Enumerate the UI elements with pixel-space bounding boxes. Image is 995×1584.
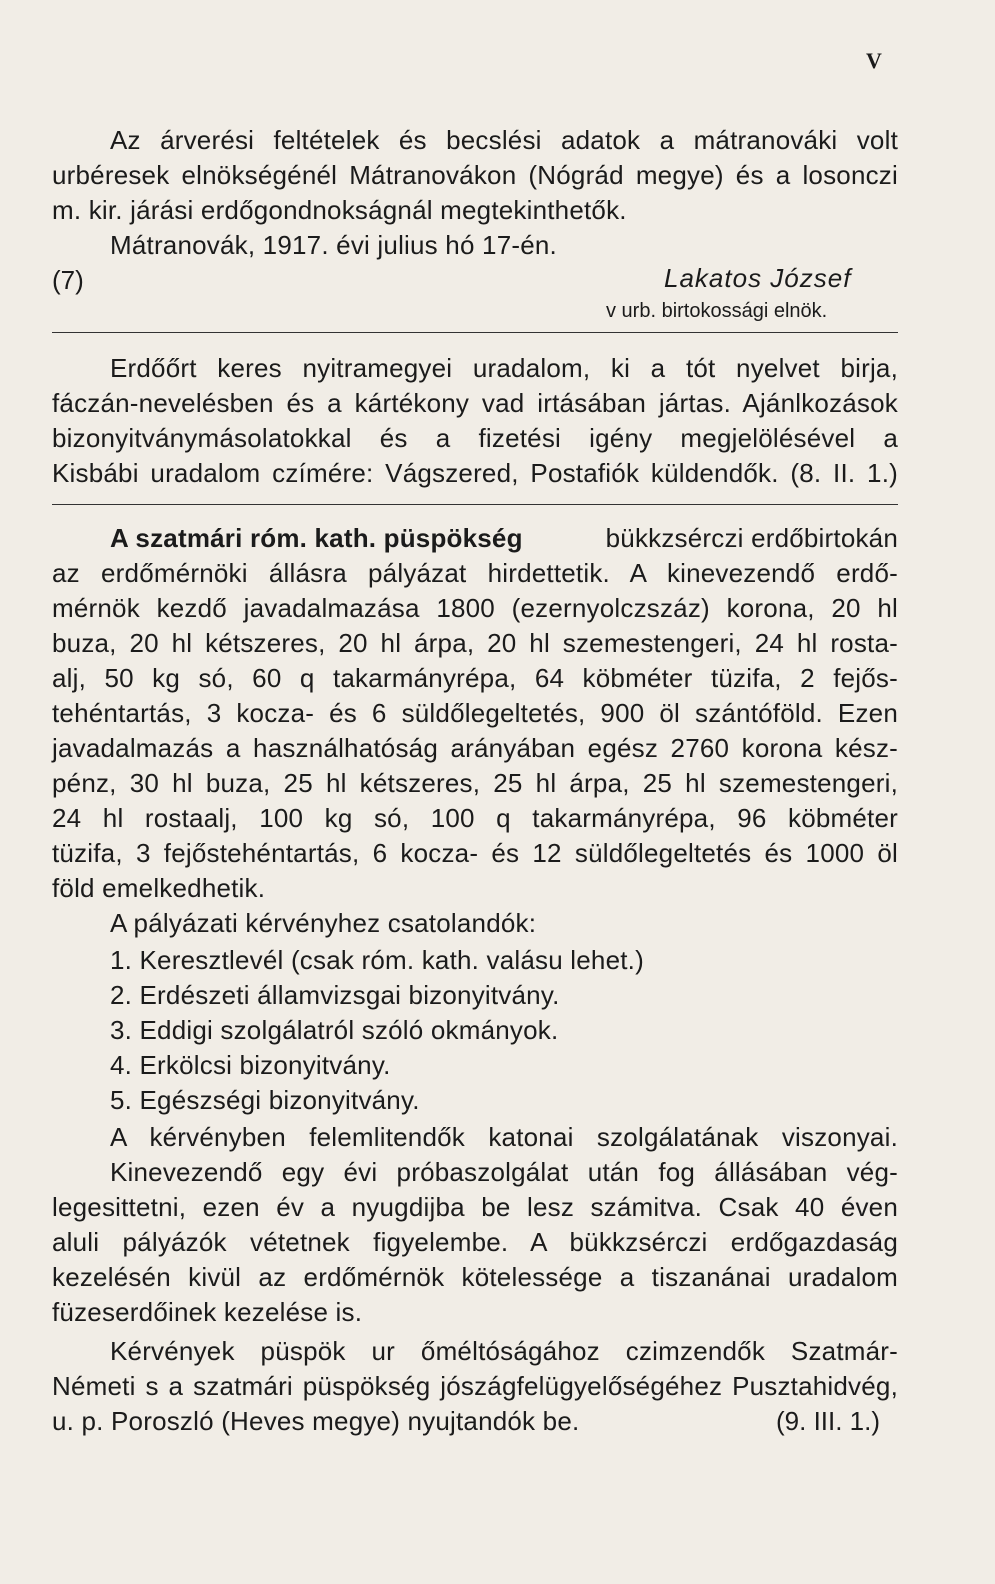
notice3-line-15: aluli pályázók vétetnek figyelembe. A bükkzsérczi erdőgazdaság [52,1227,898,1257]
notice3-lead-rest: bükkzsérczi erdőbirtokán [605,523,898,553]
notice3-line-7: javadalmazás a használhatóság arányában egész 2760 korona kész- [52,733,898,763]
notice2-line-3: bizonyitványmásolatokkal és a fizetési igény megjelölésével a [52,423,898,453]
attachment-item-2: 2. Erdészeti államvizsgai bizonyitvány. [110,980,560,1010]
notice3-lead: A szatmári róm. kath. püspökség [110,523,523,553]
notice3-line-17: füzeserdőinek kezelése is. [52,1297,363,1327]
notice3-line-9: 24 hl rostaalj, 100 kg só, 100 q takarmányrépa, 96 köbméter [52,803,898,833]
attachment-item-5: 5. Egészségi bizonyitvány. [110,1085,420,1115]
notice3-line-16: kezelésén kivül az erdőmérnök kötelessége a tiszanánai uradalom [52,1262,898,1292]
divider-2 [52,504,898,505]
notice3-line-11: föld emelkedhetik. [52,873,266,903]
notice3-line-20: u. p. Poroszló (Heves megye) nyujtandók be. [52,1406,580,1436]
notice1-signer-title: v urb. birtokossági elnök. [606,300,828,322]
notice1-line-3: m. kir. járási erdőgondnokságnál megtekinthetők. [52,195,627,225]
notice3-line-14: legesittetni, ezen év a nyugdijba be lesz számitva. Csak 40 éven [52,1192,898,1222]
notice1-ref: (7) [52,265,84,295]
notice1-line-4: Mátranovák, 1917. évi julius hó 17-én. [110,230,557,260]
notice3-line-8: pénz, 30 hl buza, 25 hl kétszeres, 25 hl árpa, 25 hl szemestengeri, [52,768,898,798]
notice3-line-13: Kinevezendő egy évi próbaszolgálat után fog állásában vég- [110,1157,898,1187]
notice3-line-6: tehéntartás, 3 kocza- és 6 süldőlegeltetés, 900 öl szántóföld. Ezen [52,698,898,728]
notice3-line-5: alj, 50 kg só, 60 q takarmányrépa, 64 köbméter tüzifa, 2 fejős- [52,663,898,693]
notice3-ref: (9. III. 1.) [776,1406,881,1436]
notice1-signer: Lakatos József [664,263,852,293]
attachment-item-4: 4. Erkölcsi bizonyitvány. [110,1050,391,1080]
notice3-line-12: A kérvényben felemlitendők katonai szolgálatának viszonyai. [110,1122,898,1152]
notice3-line-4: buza, 20 hl kétszeres, 20 hl árpa, 20 hl szemestengeri, 24 hl rosta- [52,628,898,658]
notice3-line-2: az erdőmérnöki állásra pályázat hirdettetik. A kinevezendő erdő- [52,558,898,588]
notice2-line-4: Kisbábi uradalom czímére: Vágszered, Postafiók küldendők. (8. II. 1.) [52,458,898,488]
notice1-line-1: Az árverési feltételek és becslési adatok a mátranováki volt [110,125,898,155]
attachment-item-1: 1. Keresztlevél (csak róm. kath. valásu lehet.) [110,945,644,975]
notice2-line-1: Erdőőrt keres nyitramegyei uradalom, ki a tót nyelvet birja, [110,353,898,383]
notice1-line-2: urbéresek elnökségénél Mátranovákon (Nógrád megye) és a losonczi [52,160,898,190]
notice3-attach-intro: A pályázati kérvényhez csatolandók: [110,908,537,938]
notice3-line-3: mérnök kezdő javadalmazása 1800 (ezernyolczszáz) korona, 20 hl [52,593,898,623]
notice3-line-10: tüzifa, 3 fejőstehéntartás, 6 kocza- és 12 süldőlegeltetés és 1000 öl [52,838,898,868]
page-mark: V [866,48,882,73]
divider-1 [52,332,898,333]
notice3-line-19: Németi s a szatmári püspökség jószágfelügyelőségéhez Pusztahidvég, [52,1371,898,1401]
notice3-line-1 [110,522,898,554]
notice3-line-18: Kérvények püspök ur őméltóságához czimzendők Szatmár- [110,1336,898,1366]
notice2-line-2: fáczán-nevelésben és a kártékony vad irtásában jártas. Ajánlkozások [52,388,898,418]
attachment-item-3: 3. Eddigi szolgálatról szóló okmányok. [110,1015,559,1045]
